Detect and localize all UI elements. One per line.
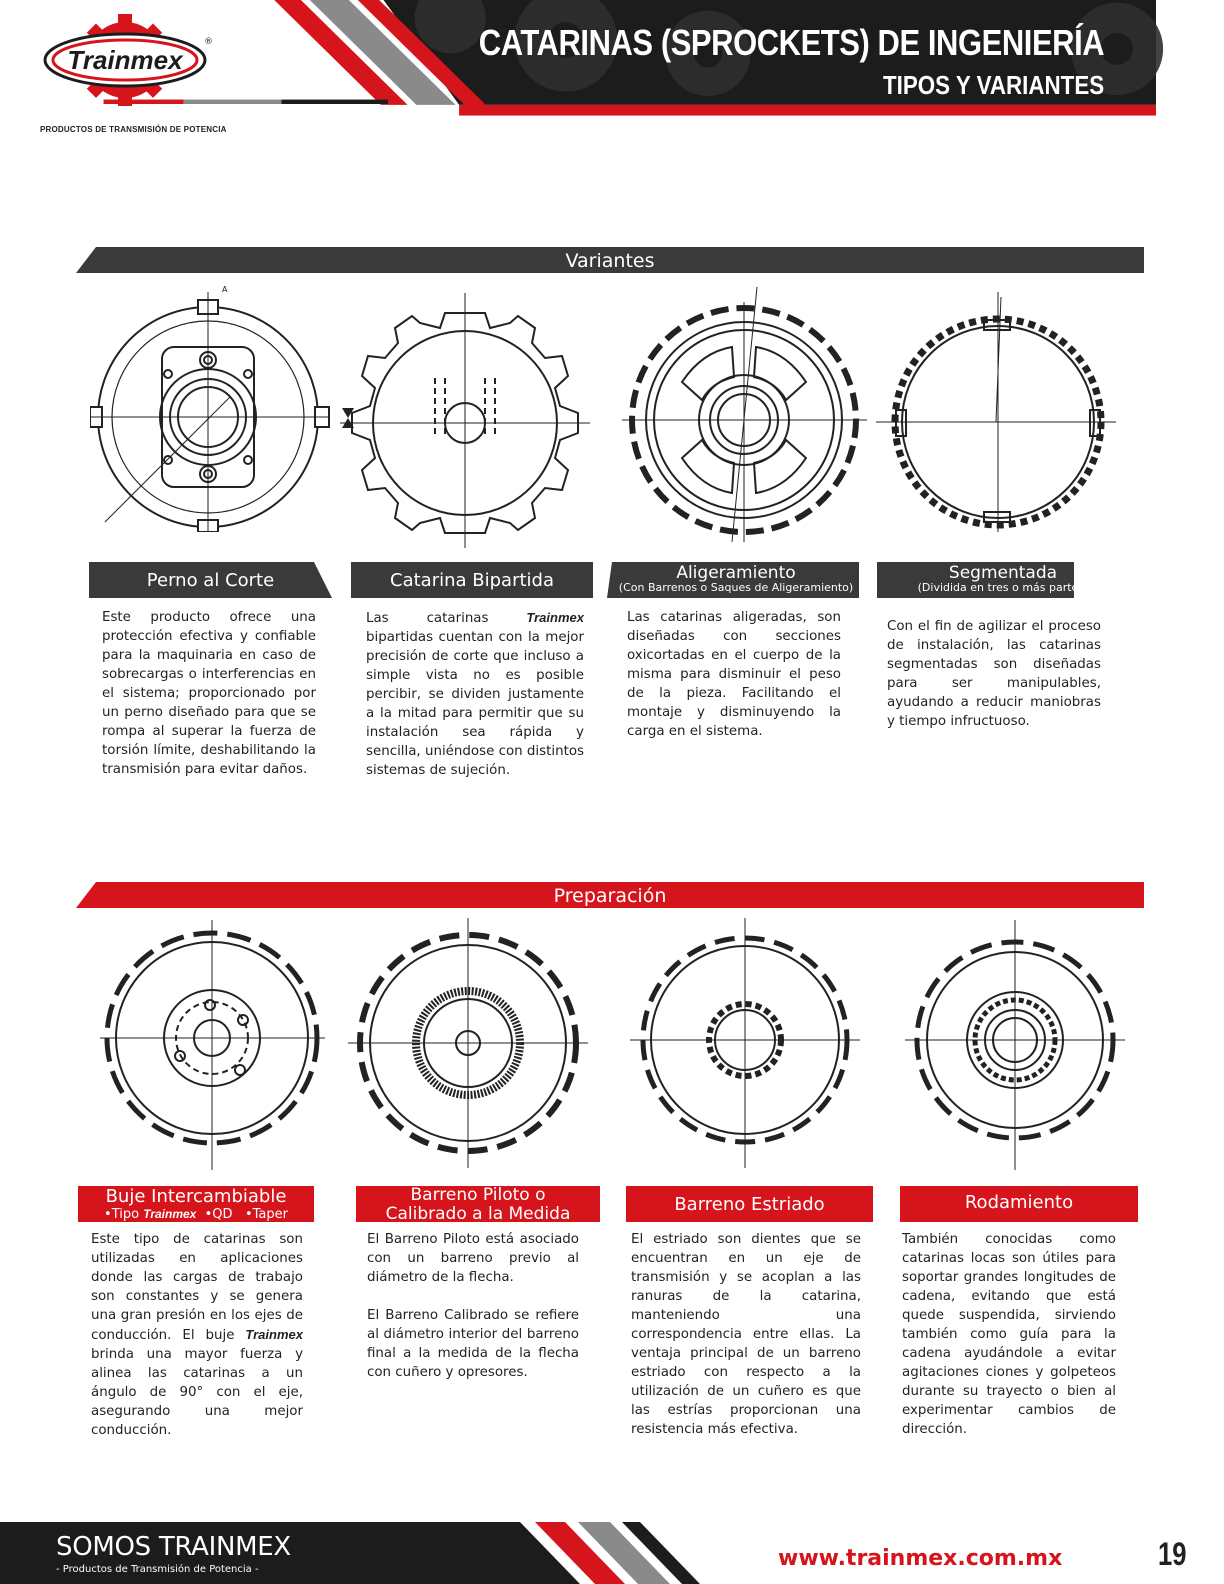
variantes-banner-label: Variantes <box>565 250 655 272</box>
paragraph: Este producto ofrece una protección efectiva y confiable para la maquinaria en caso de sobrecargas o interferencias en el sistema; proporcionado por un perno diseñado para que se rompa al superar la fuerza de torsión límite, deshabilitando la transmisión para evitar daños. <box>102 610 316 777</box>
text-catarina-bipartida <box>366 608 584 780</box>
label-title-line2: Calibrado a la Medida <box>385 1204 571 1224</box>
label-barreno-estriado <box>626 1186 873 1224</box>
label-title: Rodamiento <box>964 1192 1074 1213</box>
label-options <box>78 1207 314 1222</box>
paragraph: El Barreno Piloto está asociado con un barreno previo al diámetro de la flecha. <box>367 1232 579 1285</box>
label-subtitle: (Con Barrenos o Saques de Aligeramiento) <box>618 581 854 594</box>
option-taper: •Taper <box>244 1207 288 1222</box>
drawing-rodamiento <box>905 920 1125 1170</box>
label-title: Aligeramiento <box>676 563 796 583</box>
trainmex-inline-logo: Trainmex <box>143 1207 197 1221</box>
option-tipo: •Tipo <box>104 1207 140 1222</box>
text-segment: brinda una mayor fuerza y alinea las catarinas a un ángulo de 90° con el eje, asegurando una mejor conducción. <box>91 1347 303 1438</box>
page-title: CATARINAS (SPROCKETS) DE INGENIERÍA <box>478 22 1104 63</box>
drawing-barreno-piloto <box>348 918 588 1168</box>
logo-wordmark: Trainmex <box>67 45 183 75</box>
trainmex-inline-logo: Trainmex <box>526 610 584 625</box>
label-catarina-bipartida <box>351 562 593 600</box>
label-title-line1: Barreno Piloto o <box>410 1185 546 1205</box>
text-aligeramiento <box>627 608 841 741</box>
drawing-catarina-bipartida <box>340 288 590 548</box>
label-buje-intercambiable <box>78 1186 314 1224</box>
label-subtitle: (Dividida en tres o más partes) <box>917 581 1089 594</box>
drawing-perno-al-corte <box>90 282 330 532</box>
page-number: 19 <box>1158 1536 1187 1572</box>
text-segmentada <box>887 617 1101 731</box>
drawing-buje-intercambiable <box>100 920 325 1170</box>
option-qd: •QD <box>204 1207 233 1222</box>
trainmex-inline-logo: Trainmex <box>245 1327 303 1342</box>
footer-website-link[interactable]: www.trainmex.com.mx <box>778 1546 1063 1571</box>
label-title: Perno al Corte <box>146 570 275 591</box>
paragraph: También conocidas como catarinas locas son útiles para soportar grandes longitudes de cadena, evitando que está quede suspendida, sirviendo también como guía para la cadena ayudándole a evitar agitaciones ciones y golpeteos durante su trayecto o bien al experimentar cambios de dirección. <box>902 1232 1116 1437</box>
paragraph: Con el fin de agilizar el proceso de instalación, las catarinas segmentadas son diseñadas para ser manipulables, ayudando a reducir maniobras y tiempo infructuoso. <box>887 619 1101 729</box>
page-header <box>0 0 1224 135</box>
label-barreno-piloto <box>356 1186 600 1224</box>
text-rodamiento <box>902 1230 1116 1439</box>
label-title: Catarina Bipartida <box>390 570 554 591</box>
preparacion-banner <box>76 882 1144 910</box>
variantes-banner <box>76 247 1144 275</box>
label-aligeramiento <box>610 562 862 600</box>
paragraph: Las catarinas aligeradas, son diseñadas con secciones oxicortadas en el cuerpo de la misma para disminuir el peso de la pieza. Facilitando el montaje y disminuyendo la carga en el sistema. <box>627 610 841 739</box>
drawing-barreno-estriado <box>630 918 860 1168</box>
paragraph: El estriado son dientes que se encuentran en un eje de transmisión y se acoplan a las ranuras de la catarina, manteniendo una correspondencia entre ellas. La ventaja principal de un barreno estriado con respecto a la utilización de un cuñero es que las estrías proporcionan una resistencia más efectiva. <box>631 1232 861 1437</box>
text-buje-intercambiable <box>91 1230 303 1440</box>
text-barreno-estriado <box>631 1230 861 1439</box>
logo-tagline: PRODUCTOS DE TRANSMISIÓN DE POTENCIA <box>40 125 227 134</box>
section-mark: A <box>222 285 228 294</box>
trainmex-gear-logo <box>40 12 220 112</box>
text-barreno-piloto <box>367 1230 579 1382</box>
footer-title: SOMOS TRAINMEX <box>56 1532 291 1562</box>
label-title: Barreno Estriado <box>674 1194 825 1215</box>
paragraph: El Barreno Calibrado se refiere al diámetro interior del barreno final a la medida de la flecha con cuñero y opresores. <box>367 1308 579 1380</box>
preparacion-banner-label: Preparación <box>553 885 667 907</box>
text-perno-al-corte <box>102 608 316 779</box>
text-segment: Las catarinas <box>366 611 489 626</box>
text-segment: Este tipo de catarinas son utilizadas en aplicaciones donde las cargas de trabajo son constantes y se genera una gran presión en los ejes de conducción. El buje <box>91 1232 303 1343</box>
trainmex-logo[interactable] <box>40 12 220 122</box>
label-title: Segmentada <box>948 563 1058 583</box>
text-segment: bipartidas cuentan con la mejor precisión de corte que incluso a simple vista no es posible percibir, se dividen justamente a la mitad para permitir que su instalación sea rápida y sencilla, uniéndose con distintos sistemas de sujeción. <box>366 630 584 778</box>
paragraph <box>366 608 584 780</box>
label-segmentada <box>877 562 1129 600</box>
drawing-segmentada <box>876 292 1116 532</box>
drawing-aligeramiento <box>622 282 867 547</box>
paragraph <box>91 1230 303 1440</box>
registered-mark: ® <box>204 37 213 47</box>
footer-subtitle: - Productos de Transmisión de Potencia - <box>56 1564 259 1575</box>
label-rodamiento <box>900 1186 1138 1224</box>
label-perno-al-corte <box>89 562 332 600</box>
label-title: Buje Intercambiable <box>105 1186 287 1207</box>
page-subtitle: TIPOS Y VARIANTES <box>882 70 1104 100</box>
